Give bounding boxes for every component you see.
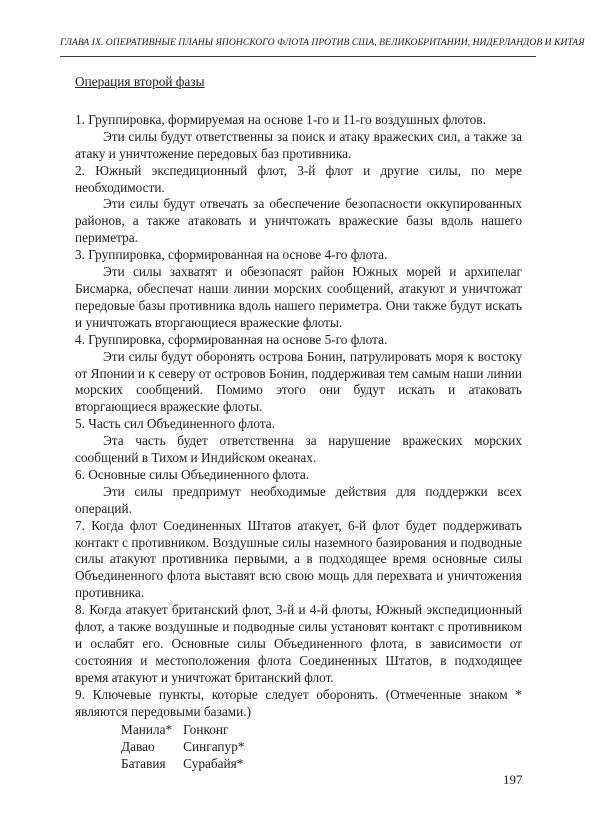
port-name: Гонконг — [183, 721, 229, 737]
running-header: ГЛАВА IX. ОПЕРАТИВНЫЕ ПЛАНЫ ЯПОНСКОГО ФЛОТА ПРОТИВ США, ВЕЛИКОБРИТАНИИ, НИДЕРЛАНДОВ И КИТАЯ — [60, 37, 585, 48]
port-name: Сингапур* — [183, 738, 245, 754]
list-item — [75, 602, 522, 687]
list-item — [75, 163, 522, 248]
list-item — [75, 467, 522, 518]
list-item — [75, 247, 522, 332]
port-name: Давао — [121, 738, 155, 754]
list-item — [75, 518, 522, 603]
item-heading: 4. Группировка, сформированная на основе 5-го флота. — [75, 331, 388, 347]
list-item — [75, 112, 522, 163]
item-heading: 9. Ключевые пункты, которые следует оборонять. (Отмеченные знаком * являются передовыми базами.) — [75, 686, 522, 719]
item-heading: 1. Группировка, формируемая на основе 1-го и 11-го воздушных флотов. — [75, 111, 486, 127]
table-row — [121, 738, 256, 755]
header-divider — [60, 56, 536, 57]
port-name: Батавия — [121, 755, 166, 771]
section-title: Операция второй фазы — [75, 74, 205, 89]
item-description: Эти силы будут оборонять острова Бонин, патрулировать моря к востоку от Японии и к северу от островов Бонин, поддерживая тем самым наши линии морских сообщений. Помимо этого они будут искать и атаковать вторгающиеся вражеские флоты. — [75, 348, 522, 415]
item-description: Эти силы захватят и обезопасят район Южных морей и архипелаг Бисмарка, обеспечат наши линии морских сообщений, атакуют и уничтожат передовые базы противника вдоль нашего периметра. Они также будут искать и уничтожать вторгающиеся вражеские флоты. — [75, 264, 522, 330]
page-content — [75, 74, 522, 772]
table-row — [121, 755, 256, 772]
item-heading: 5. Часть сил Объединенного флота. — [75, 416, 276, 432]
plan-list — [75, 112, 522, 721]
item-heading: 8. Когда атакует британский флот, 3-й и 4-й флоты, Южный экспедиционный флот, а также воздушные и подводные силы установят контакт с противником и ослабят его. Основные силы Объединенного флота, в зависимости от состояния и местоположения флота Соединенных Штатов, в подходящее время атакуют и уничтожат британский флот. — [75, 602, 522, 685]
list-item — [75, 416, 522, 467]
item-heading: 7. Когда флот Соединенных Штатов атакует, 6-й флот будет поддерживать контакт с противником. Воздушные силы наземного базирования и подводные силы атакуют противника первыми, а в подходящее время основные силы Объединенного флота выставят всю свою мощь для перехвата и уничтожения противника. — [75, 517, 522, 601]
item-description: Эти силы будут отвечать за обеспечение безопасности оккупированных районов, а также атаковать и уничтожать вражеские базы вдоль нашего периметра. — [75, 196, 522, 246]
list-item — [75, 332, 522, 417]
page-number: 197 — [503, 772, 523, 787]
list-item — [75, 687, 522, 721]
item-heading: 6. Основные силы Объединенного флота. — [75, 466, 310, 482]
item-description: Эти силы предпримут необходимые действия для поддержки всех операций. — [75, 483, 522, 516]
table-row — [121, 721, 256, 738]
port-name: Сурабайя* — [183, 755, 244, 771]
item-heading: 2. Южный экспедиционный флот, 3-й флот и другие силы, по мере необходимости. — [75, 162, 522, 195]
item-description: Эти силы будут ответственны за поиск и атаку вражеских сил, а также за атаку и уничтожение передовых баз противника. — [75, 128, 522, 161]
key-points-table — [121, 721, 256, 772]
item-heading: 3. Группировка, сформированная на основе 4-го флота. — [75, 247, 388, 263]
port-name: Манила* — [121, 721, 173, 737]
item-description: Эта часть будет ответственна за нарушение вражеских морских сообщений в Тихом и Индийском океанах. — [75, 433, 522, 466]
